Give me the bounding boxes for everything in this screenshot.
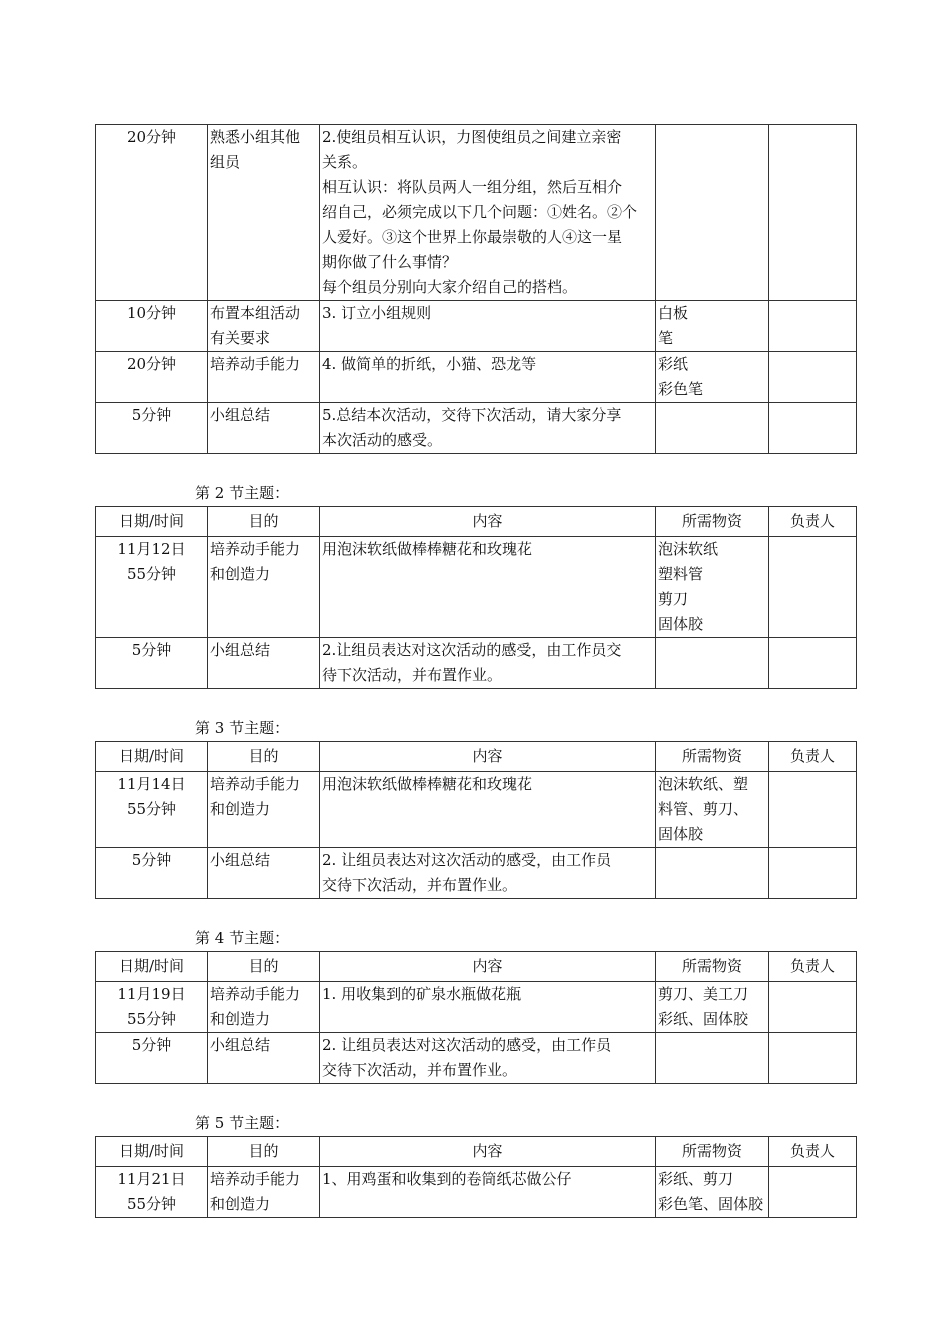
- materials-cell: [656, 403, 769, 454]
- owner-cell: [769, 352, 857, 403]
- content-cell: 用泡沫软纸做棒棒糖花和玫瑰花: [320, 772, 656, 848]
- owner-cell: [769, 772, 857, 848]
- content-cell: 2.使组员相互认识，力图使组员之间建立亲密 关系。 相互认识：将队员两人一组分组，然后互相介 绍自己，必须完成以下几个问题：①姓名。②个 人爱好。③这个世界上你最崇敬的人④这一星 期你做了什么事情？ 每个组员分别向大家介绍自己的搭档。: [320, 125, 656, 301]
- header-purpose: 目的: [208, 952, 320, 982]
- time-cell: 10分钟: [96, 301, 208, 352]
- header-purpose: 目的: [208, 742, 320, 772]
- time-cell: 5分钟: [96, 638, 208, 689]
- header-materials: 所需物资: [656, 507, 769, 537]
- purpose-cell: 培养动手能力 和创造力: [208, 1167, 320, 1218]
- session-3-table: [95, 741, 857, 899]
- owner-cell: [769, 403, 857, 454]
- materials-cell: [656, 125, 769, 301]
- session-5-table: [95, 1136, 857, 1218]
- table-row: [96, 772, 857, 848]
- owner-cell: [769, 537, 857, 638]
- document-page: [95, 124, 856, 1218]
- header-owner: 负责人: [769, 742, 857, 772]
- materials-cell: [656, 638, 769, 689]
- table-row: [96, 301, 857, 352]
- header-purpose: 目的: [208, 507, 320, 537]
- owner-cell: [769, 125, 857, 301]
- table-row: [96, 848, 857, 899]
- table-row: [96, 537, 857, 638]
- header-purpose: 目的: [208, 1137, 320, 1167]
- header-owner: 负责人: [769, 952, 857, 982]
- section-title: 第 2 节主题：: [195, 484, 290, 502]
- header-time: 日期/时间: [96, 742, 208, 772]
- header-content: 内容: [320, 507, 656, 537]
- purpose-cell: 培养动手能力: [208, 352, 320, 403]
- content-cell: 2. 让组员表达对这次活动的感受，由工作员 交待下次活动，并布置作业。: [320, 1033, 656, 1084]
- content-cell: 5.总结本次活动，交待下次活动，请大家分享 本次活动的感受。: [320, 403, 656, 454]
- owner-cell: [769, 1167, 857, 1218]
- table-row: [96, 982, 857, 1033]
- materials-cell: [656, 1033, 769, 1084]
- owner-cell: [769, 1033, 857, 1084]
- materials-cell: 剪刀、美工刀 彩纸、固体胶: [656, 982, 769, 1033]
- content-cell: 用泡沫软纸做棒棒糖花和玫瑰花: [320, 537, 656, 638]
- header-materials: 所需物资: [656, 952, 769, 982]
- table-row: [96, 1167, 857, 1218]
- materials-cell: 泡沫软纸 塑料管 剪刀 固体胶: [656, 537, 769, 638]
- session-2-table: [95, 506, 857, 689]
- session-1-table: [95, 124, 857, 454]
- header-content: 内容: [320, 742, 656, 772]
- table-row: [96, 352, 857, 403]
- time-cell: 20分钟: [96, 352, 208, 403]
- header-owner: 负责人: [769, 507, 857, 537]
- time-cell: 5分钟: [96, 403, 208, 454]
- header-row: [96, 952, 857, 982]
- purpose-cell: 小组总结: [208, 848, 320, 899]
- session-4-table: [95, 951, 857, 1084]
- content-cell: 4. 做简单的折纸，小猫、恐龙等: [320, 352, 656, 403]
- header-row: [96, 507, 857, 537]
- materials-cell: 彩纸、剪刀 彩色笔、固体胶: [656, 1167, 769, 1218]
- content-cell: 1、用鸡蛋和收集到的卷筒纸芯做公仔: [320, 1167, 656, 1218]
- owner-cell: [769, 982, 857, 1033]
- table-row: [96, 125, 857, 301]
- section-title: 第 4 节主题：: [195, 929, 290, 947]
- purpose-cell: 小组总结: [208, 638, 320, 689]
- header-materials: 所需物资: [656, 1137, 769, 1167]
- owner-cell: [769, 301, 857, 352]
- header-materials: 所需物资: [656, 742, 769, 772]
- purpose-cell: 培养动手能力 和创造力: [208, 537, 320, 638]
- purpose-cell: 布置本组活动 有关要求: [208, 301, 320, 352]
- content-cell: 2.让组员表达对这次活动的感受，由工作员交 待下次活动，并布置作业。: [320, 638, 656, 689]
- purpose-cell: 熟悉小组其他 组员: [208, 125, 320, 301]
- section-title: 第 3 节主题：: [195, 719, 290, 737]
- time-cell: 20分钟: [96, 125, 208, 301]
- header-time: 日期/时间: [96, 507, 208, 537]
- header-row: [96, 742, 857, 772]
- header-row: [96, 1137, 857, 1167]
- table-row: [96, 403, 857, 454]
- purpose-cell: 小组总结: [208, 403, 320, 454]
- time-cell: 11月14日 55分钟: [96, 772, 208, 848]
- materials-cell: [656, 848, 769, 899]
- materials-cell: 泡沫软纸、塑 料管、剪刀、 固体胶: [656, 772, 769, 848]
- purpose-cell: 培养动手能力 和创造力: [208, 982, 320, 1033]
- owner-cell: [769, 848, 857, 899]
- header-time: 日期/时间: [96, 952, 208, 982]
- materials-cell: 彩纸 彩色笔: [656, 352, 769, 403]
- header-content: 内容: [320, 952, 656, 982]
- time-cell: 11月21日 55分钟: [96, 1167, 208, 1218]
- table-row: [96, 1033, 857, 1084]
- owner-cell: [769, 638, 857, 689]
- time-cell: 5分钟: [96, 1033, 208, 1084]
- content-cell: 2. 让组员表达对这次活动的感受，由工作员 交待下次活动，并布置作业。: [320, 848, 656, 899]
- materials-cell: 白板 笔: [656, 301, 769, 352]
- time-cell: 5分钟: [96, 848, 208, 899]
- content-cell: 3. 订立小组规则: [320, 301, 656, 352]
- header-owner: 负责人: [769, 1137, 857, 1167]
- time-cell: 11月19日 55分钟: [96, 982, 208, 1033]
- table-row: [96, 638, 857, 689]
- header-content: 内容: [320, 1137, 656, 1167]
- header-time: 日期/时间: [96, 1137, 208, 1167]
- section-title: 第 5 节主题：: [195, 1114, 290, 1132]
- content-cell: 1. 用收集到的矿泉水瓶做花瓶: [320, 982, 656, 1033]
- purpose-cell: 小组总结: [208, 1033, 320, 1084]
- time-cell: 11月12日 55分钟: [96, 537, 208, 638]
- purpose-cell: 培养动手能力 和创造力: [208, 772, 320, 848]
